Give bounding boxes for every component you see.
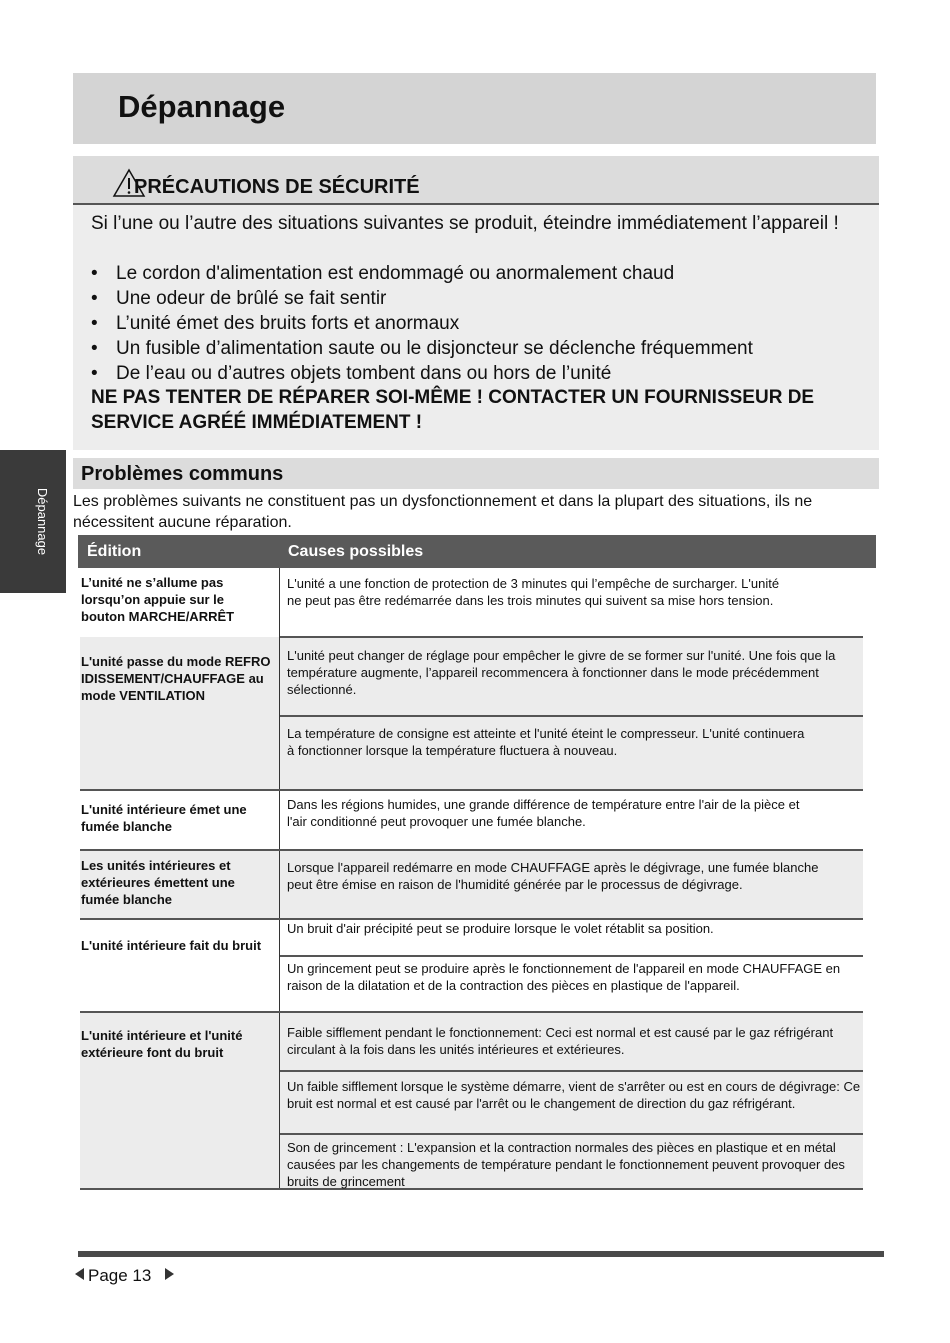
table-header [78, 535, 876, 568]
cause-cell: Faible sifflement pendant le fonctionnement: Ceci est normal et est causé par le gaz réfrigérant circulant à la fois dans les unités intérieures et extérieures. [287, 1025, 834, 1057]
title-band [73, 73, 876, 144]
row-divider [80, 789, 863, 791]
page-title: Dépannage [118, 89, 286, 124]
row-divider [80, 1011, 863, 1013]
issue-cell: L'unité intérieure émet une fumée blanche [81, 802, 247, 834]
page-number: Page 13 [88, 1266, 152, 1285]
safety-intro: Si l’une ou l’autre des situations suivantes se produit, éteindre immédiatement l’appareil ! [91, 213, 839, 234]
section-title: Problèmes communs [81, 463, 284, 485]
safety-title: PRÉCAUTIONS DE SÉCURITÉ [134, 176, 420, 198]
safety-list [91, 261, 753, 386]
row-divider [280, 1133, 863, 1135]
cause-cell: Lorsque l'appareil redémarre en mode CHAUFFAGE après le dégivrage, une fumée blanche peut être émise en raison de l'humidité générée par le processus de dégivrage. [287, 860, 819, 892]
column-header-issue: Édition [87, 543, 142, 560]
list-item: • Un fusible d’alimentation saute ou le disjoncteur se déclenche fréquemment [91, 336, 753, 361]
cause-cell: Son de grincement : L'expansion et la contraction normales des pièces en plastique et en métal causées par les changements de température pendant le fonctionnement peuvent provoquer des bruits de grincement [287, 1140, 845, 1189]
row-divider [280, 636, 863, 638]
safety-box [73, 156, 879, 450]
side-tab [0, 450, 66, 593]
row-divider [280, 1070, 863, 1072]
safety-warning: NE PAS TENTER DE RÉPARER SOI-MÊME ! CONTACTER UN FOURNISSEUR DE SERVICE AGRÉÉ IMMÉDIATEMENT ! [91, 387, 815, 433]
page-footer [75, 1266, 174, 1286]
cause-cell: L'unité a une fonction de protection de 3 minutes qui l’empêche de surcharger. L'unité ne peut pas être redémarrée dans les trois minutes qui suivent sa mise hors tension. [287, 576, 780, 608]
list-item: • Le cordon d'alimentation est endommagé ou anormalement chaud [91, 261, 753, 286]
row-divider [80, 849, 863, 851]
issue-cell: L'unité passe du mode REFROIDISSEMENT/CHAUFFAGE au mode VENTILATION [81, 654, 271, 703]
list-item: • De l’eau ou d’autres objets tombent dans ou hors de l’unité [91, 361, 753, 386]
cause-cell: L'unité peut changer de réglage pour empêcher le givre de se former sur l'unité. Une fois que la température augmente, l’appareil recommencera à fonctionner dans le mode précédemment sélectionné. [287, 648, 836, 697]
row-divider [280, 955, 863, 957]
issue-cell: L’unité ne s’allume pas lorsqu’on appuie sur le bouton MARCHE/ARRÊT [81, 575, 235, 624]
cause-cell: Un grincement peut se produire après le fonctionnement de l'appareil en mode CHAUFFAGE en raison de la dilatation et de la contraction des pièces en plastique de l'appareil. [287, 961, 841, 993]
issue-cell: Les unités intérieures et extérieures émettent une fumée blanche [81, 858, 235, 907]
safety-header [73, 156, 879, 205]
common-problems-header [73, 458, 879, 489]
cause-cell: Dans les régions humides, une grande différence de température entre l'air de la pièce et l'air conditionné peut provoquer une fumée blanche. [287, 797, 800, 829]
issue-cell: L'unité intérieure fait du bruit [81, 938, 262, 953]
side-tab-label: Dépannage [35, 487, 50, 556]
list-item: • L’unité émet des bruits forts et anormaux [91, 311, 753, 336]
previous-page-icon[interactable] [75, 1268, 84, 1280]
issue-cell: L'unité intérieure et l'unité extérieure font du bruit [81, 1028, 243, 1060]
cause-cell: Un bruit d'air précipité peut se produire lorsque le volet rétablit sa position. [287, 921, 714, 936]
next-page-icon[interactable] [165, 1268, 174, 1280]
column-divider [279, 568, 280, 1188]
footer-rule [78, 1251, 884, 1257]
cause-cell: Un faible sifflement lorsque le système démarre, vient de s'arrêter ou est en cours de dégivrage: Ce bruit est normal et est causé par l'arrêt ou le changement de direction du gaz réfrigérant. [287, 1079, 861, 1111]
section-intro: Les problèmes suivants ne constituent pas un dysfonctionnement et dans la plupart des situations, ils ne nécessitent aucune réparation. [73, 493, 813, 531]
cause-cell: La température de consigne est atteinte et l'unité éteint le compresseur. L'unité continuera à fonctionner lorsque la température fluctuera à nouveau. [287, 726, 805, 758]
column-header-causes: Causes possibles [288, 543, 424, 560]
row-divider [280, 715, 863, 717]
list-item: • Une odeur de brûlé se fait sentir [91, 286, 753, 311]
